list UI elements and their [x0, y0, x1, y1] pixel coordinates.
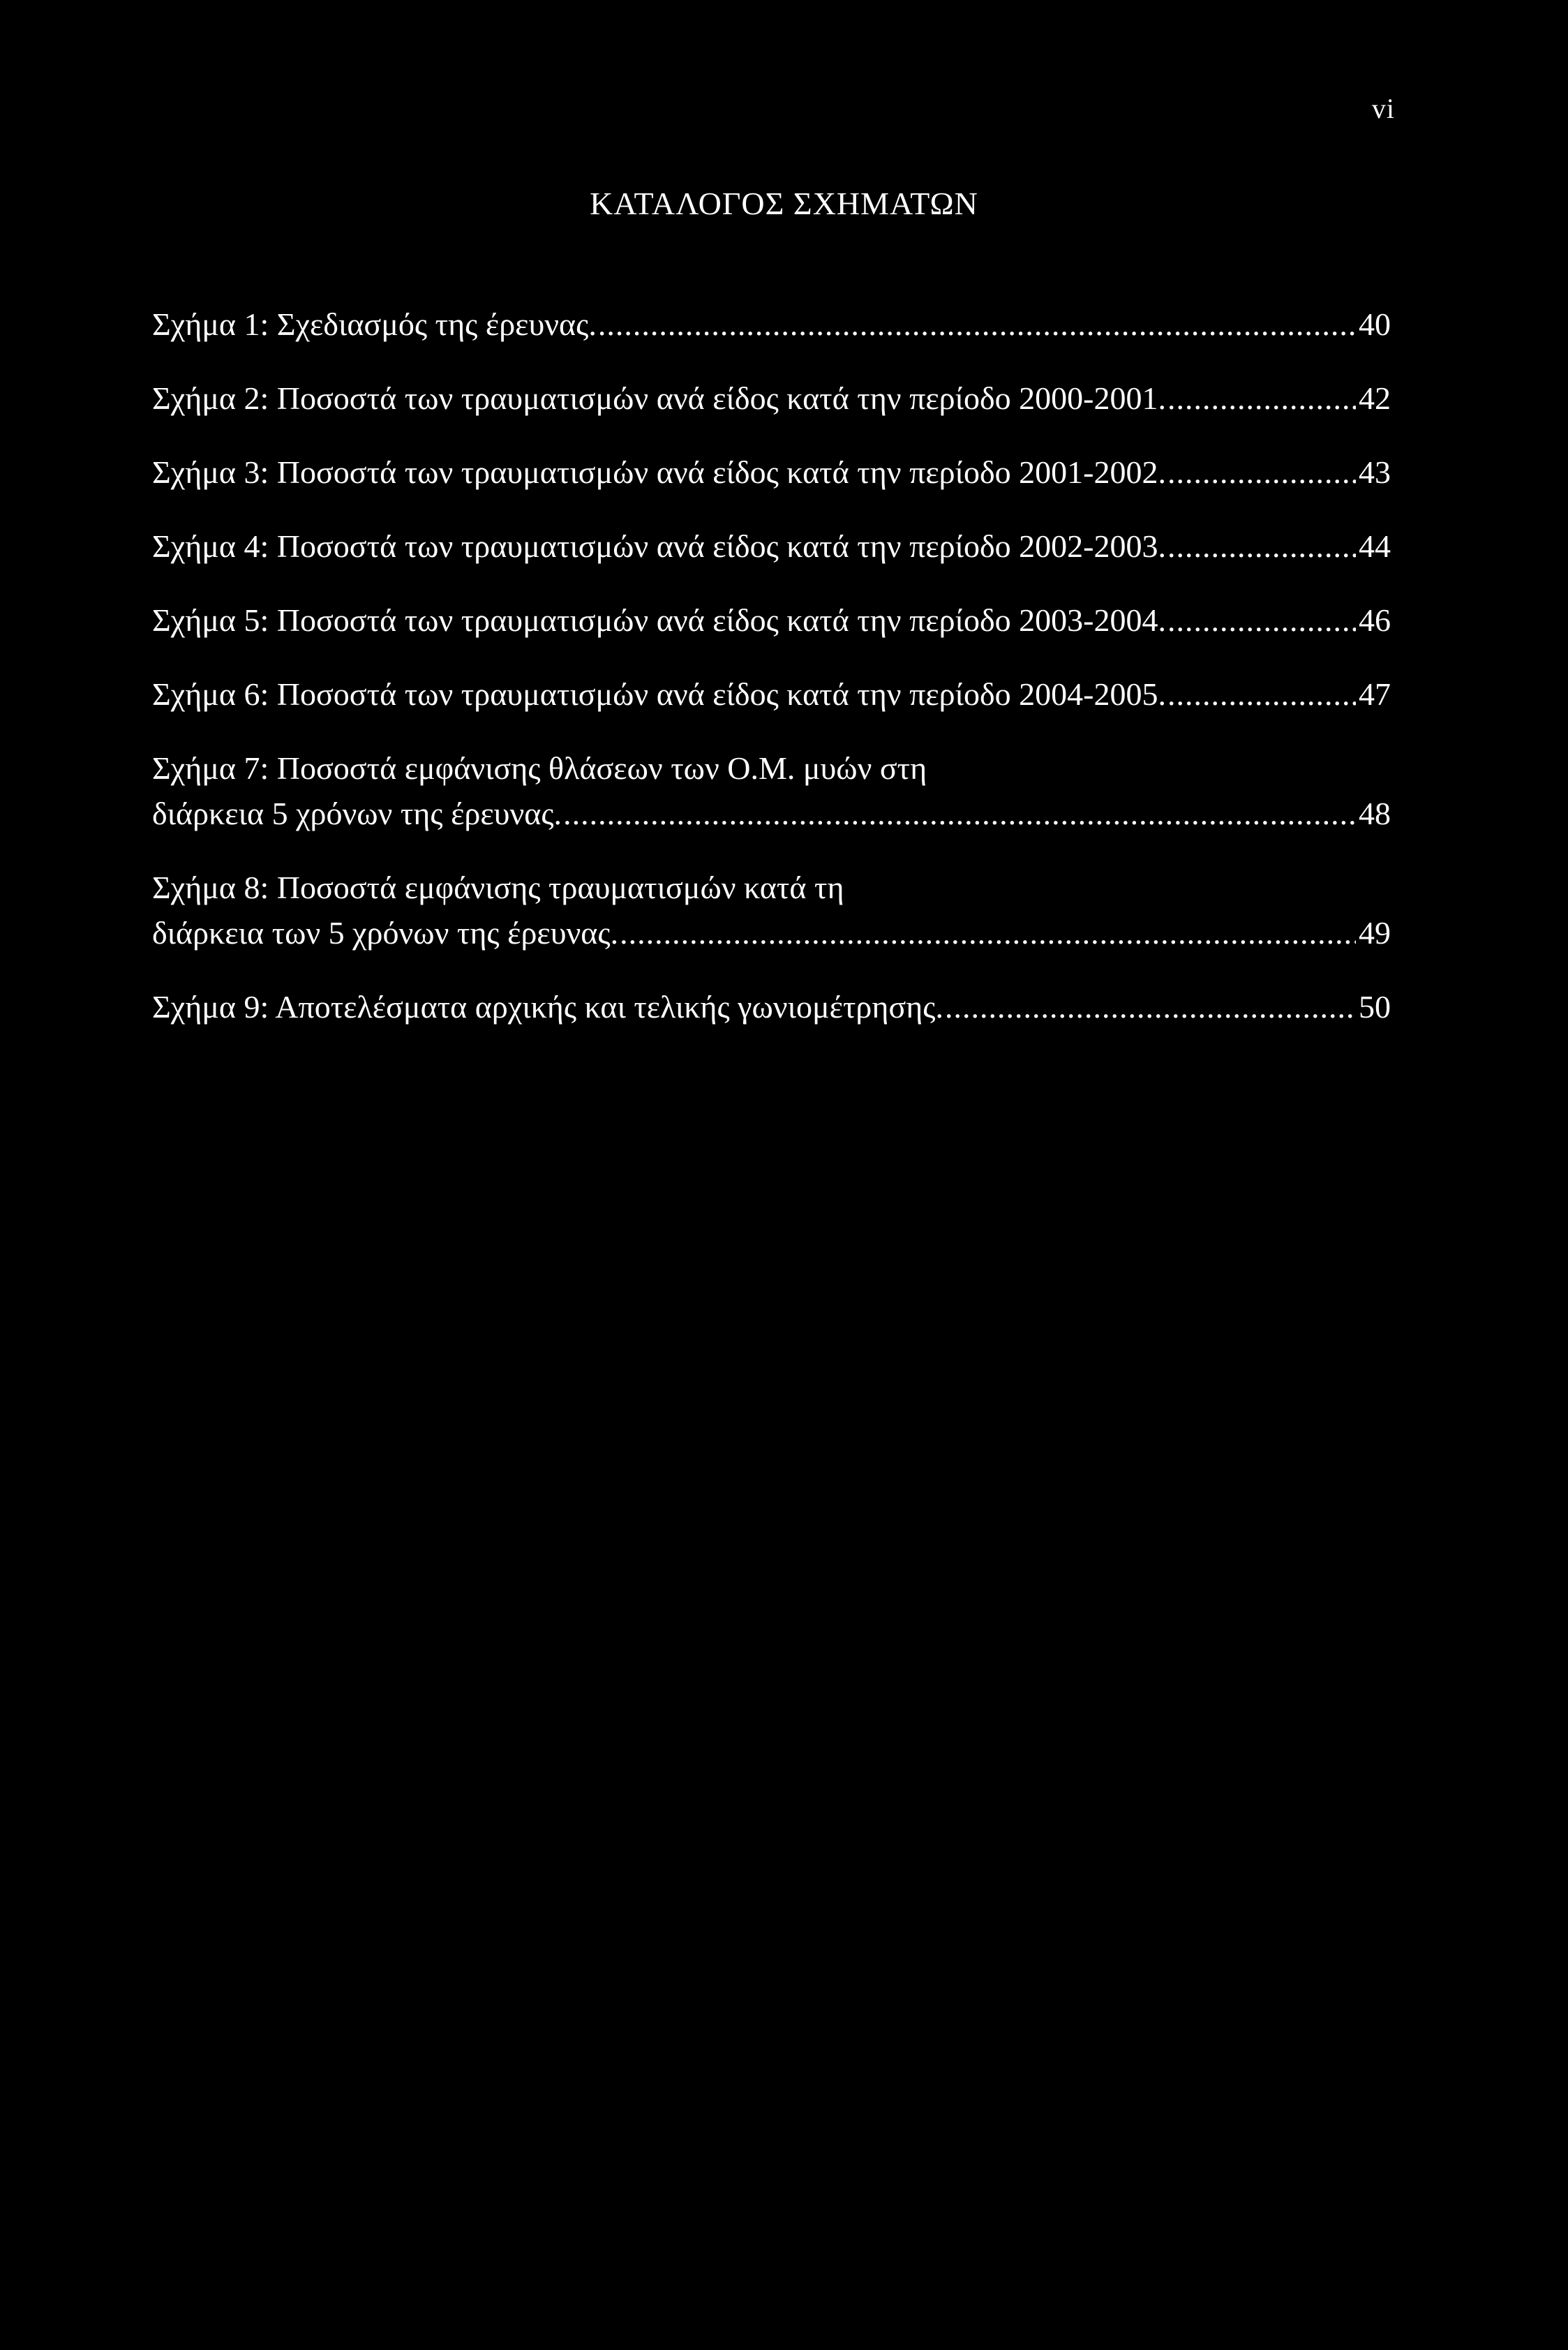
- entry-caption: Σχήμα 5: Ποσοστά των τραυματισμών ανά είδος κατά την περίοδο 2003-2004.: [152, 602, 1166, 638]
- entry-page-number: 49: [1359, 915, 1391, 951]
- entry-caption-first-line: Σχήμα 7: Ποσοστά εμφάνισης θλάσεων των Ο.Μ. μυών στη: [152, 750, 927, 786]
- entry-line: [152, 984, 1391, 1029]
- entry-page-number: 43: [1359, 454, 1391, 490]
- entry-caption: Σχήμα 9: Αποτελέσματα αρχικής και τελικής γωνιομέτρησης.: [152, 989, 944, 1025]
- entry-line: [152, 523, 1391, 569]
- figure-entry-2[interactable]: [152, 375, 1391, 421]
- entry-caption-first-line: Σχήμα 8: Ποσοστά εμφάνισης τραυματισμών κατά τη: [152, 870, 844, 905]
- entry-page-number: 46: [1359, 602, 1391, 638]
- entry-line: [152, 375, 1391, 421]
- entry-caption: διάρκεια 5 χρόνων της έρευνας.: [152, 796, 562, 831]
- entry-line: [152, 910, 1391, 955]
- figure-entry-3[interactable]: [152, 449, 1391, 495]
- figure-entry-7[interactable]: [152, 745, 1391, 836]
- figure-entry-1[interactable]: [152, 302, 1391, 347]
- entry-caption: Σχήμα 1: Σχεδιασμός της έρευνας.: [152, 306, 597, 342]
- entry-line: [152, 671, 1391, 717]
- entry-caption: Σχήμα 6: Ποσοστά των τραυματισμών ανά είδος κατά την περίοδο 2004-2005.: [152, 676, 1166, 712]
- figure-entry-9[interactable]: [152, 984, 1391, 1029]
- figure-entry-4[interactable]: [152, 523, 1391, 569]
- list-of-figures-title: ΚΑΤΑΛΟΓΟΣ ΣΧΗΜΑΤΩΝ: [590, 186, 978, 221]
- dot-leader: [1167, 597, 1356, 643]
- entry-line: [152, 449, 1391, 495]
- entry-page-number: 44: [1359, 528, 1391, 564]
- dot-leader: [598, 302, 1356, 347]
- figure-entry-6[interactable]: [152, 671, 1391, 717]
- entry-caption: διάρκεια των 5 χρόνων της έρευνας.: [152, 915, 619, 951]
- figure-list: [152, 302, 1391, 1058]
- entry-line: [152, 791, 1391, 836]
- entry-page-number: 48: [1359, 796, 1391, 831]
- entry-caption: Σχήμα 4: Ποσοστά των τραυματισμών ανά είδος κατά την περίοδο 2002-2003.: [152, 528, 1166, 564]
- dot-leader: [563, 791, 1356, 836]
- dot-leader: [1167, 375, 1356, 421]
- entry-line: [152, 302, 1391, 347]
- dot-leader: [620, 910, 1356, 955]
- entry-page-number: 42: [1359, 380, 1391, 416]
- figure-entry-5[interactable]: [152, 597, 1391, 643]
- entry-page-number: 47: [1359, 676, 1391, 712]
- dot-leader: [1167, 523, 1356, 569]
- entry-line: [152, 597, 1391, 643]
- entry-page-number: 40: [1359, 306, 1391, 342]
- figure-entry-8[interactable]: [152, 865, 1391, 955]
- dot-leader: [1167, 671, 1356, 717]
- dot-leader: [1167, 449, 1356, 495]
- page-number: vi: [1371, 93, 1395, 124]
- entry-caption: Σχήμα 2: Ποσοστά των τραυματισμών ανά είδος κατά την περίοδο 2000-2001.: [152, 380, 1166, 416]
- entry-caption: Σχήμα 3: Ποσοστά των τραυματισμών ανά είδος κατά την περίοδο 2001-2002.: [152, 454, 1166, 490]
- entry-page-number: 50: [1359, 989, 1391, 1025]
- dot-leader: [945, 984, 1356, 1029]
